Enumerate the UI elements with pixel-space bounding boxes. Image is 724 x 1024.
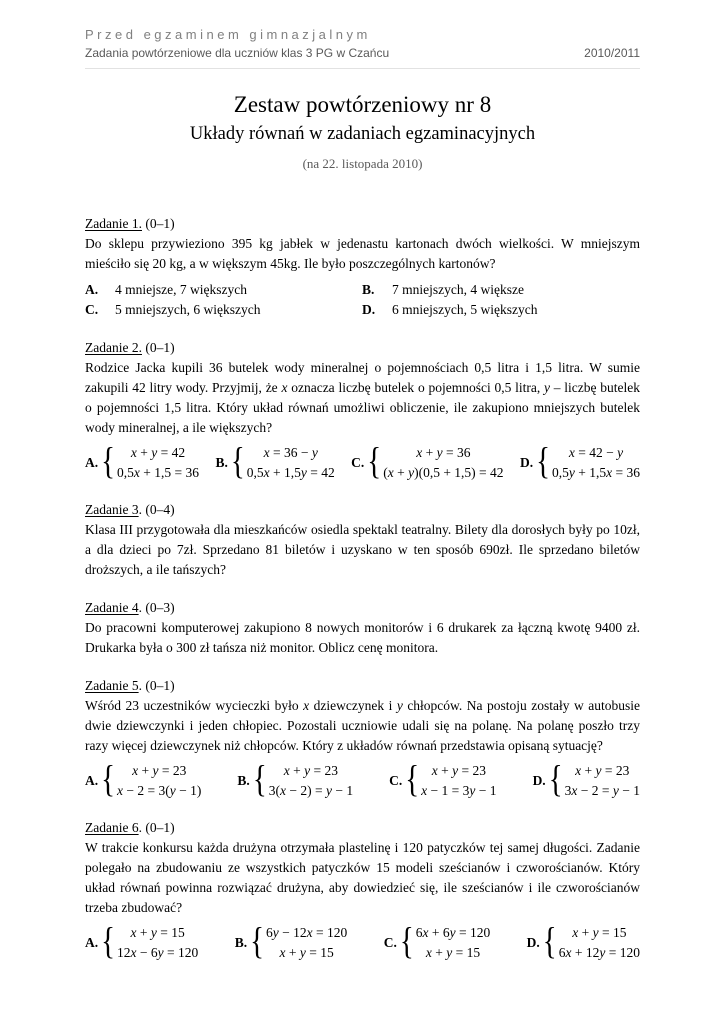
task-2-points: (0–1) bbox=[141, 340, 175, 355]
choice-key: D. bbox=[519, 454, 534, 470]
task-6 bbox=[85, 818, 640, 962]
choice-b bbox=[237, 758, 354, 801]
choice-c bbox=[389, 758, 497, 801]
task-4-label: Zadanie 4 bbox=[85, 600, 139, 615]
equation-line: 6y − 12x = 120 bbox=[266, 925, 348, 940]
brace-icon: { bbox=[542, 920, 557, 963]
equation-line: 0,5x + 1,5 = 36 bbox=[117, 464, 200, 480]
choice-text: 4 mniejsze, 7 większych bbox=[115, 282, 247, 297]
choice-key: A. bbox=[85, 282, 99, 297]
header-row bbox=[85, 45, 640, 61]
equation-line: 12x − 6y = 120 bbox=[117, 944, 199, 960]
task-6-body: W trakcie konkursu każda drużyna otrzymała plastelinę i 120 patyczków tej samej długości. Zadanie polegało na zbudowaniu ze wszystkich patyczków 15 modeli sześcianów i czworościanów. Który układ równań powinna rozwiązać drużyna, aby dowiedzieć się, ile sześcianów i ile czworościanów trzeba zbudować? bbox=[85, 840, 640, 915]
task-5 bbox=[85, 676, 640, 800]
task-5-heading bbox=[85, 676, 640, 696]
task-6-choices bbox=[85, 920, 640, 963]
choice-a bbox=[85, 758, 202, 801]
task-4-points: . (0–3) bbox=[138, 600, 175, 615]
brace-icon: { bbox=[405, 758, 420, 801]
brace-icon: { bbox=[367, 440, 382, 483]
task-2-choices bbox=[85, 440, 640, 483]
task-2-body: Rodzice Jacka kupili 36 butelek wody mineralnej o pojemnościach 0,5 litra i 1,5 litra. W sumie zakupili 42 litry wody. Przyjmij, że x oznacza liczbę butelek o pojemności 0,5 litra, y – liczbę butelek o pojemności 1,5 litra. Który układ równań umożliwi obliczenie, ile zakupiono mniejszych butelek wody mineralnej, a ile większych? bbox=[85, 360, 641, 435]
choice-b bbox=[215, 440, 335, 483]
task-2-heading bbox=[85, 338, 640, 358]
choice-d bbox=[519, 440, 640, 483]
equation-line: 0,5x + 1,5y = 42 bbox=[246, 464, 335, 480]
equation-line: x = 36 − y bbox=[263, 445, 318, 460]
choice-text: 6 mniejszych, 5 większych bbox=[392, 302, 538, 317]
choice-key: A. bbox=[85, 772, 99, 788]
choice-key: C. bbox=[85, 302, 99, 317]
equation-line: x + y = 15 bbox=[572, 925, 627, 940]
brace-icon: { bbox=[399, 920, 414, 963]
header-school-year: 2010/2011 bbox=[584, 46, 640, 60]
title-block bbox=[85, 91, 640, 172]
task-4-body: Do pracowni komputerowej zakupiono 8 nowych monitorów i 6 drukarek za łączną kwotę 9400 zł. Drukarka była o 300 zł tańsza niż monitor. Oblicz cenę monitora. bbox=[85, 620, 640, 655]
task-1-choices bbox=[85, 280, 640, 320]
equation-line: x − 2 = 3(y − 1) bbox=[117, 782, 202, 798]
equation-line: 6x + 6y = 120 bbox=[415, 925, 491, 940]
choice-c bbox=[351, 440, 504, 483]
task-3-points: . (0–4) bbox=[138, 502, 175, 517]
header-kicker: Przed egzaminem gimnazjalnym bbox=[85, 27, 371, 42]
page-header bbox=[85, 26, 640, 69]
choice-key: B. bbox=[234, 934, 248, 950]
task-6-heading bbox=[85, 818, 640, 838]
task-3-body: Klasa III przygotowała dla mieszkańców osiedla spektakl teatralny. Bilety dla dorosłych były po 10zł, a dla dzieci po 7zł. Sprzedano 81 biletów i uzyskano w ten sposób 690zł. Ile sprzedano biletów droższych, a ile tańszych? bbox=[85, 522, 640, 577]
choice-key: C. bbox=[351, 454, 365, 470]
task-3-heading bbox=[85, 500, 640, 520]
brace-icon: { bbox=[101, 920, 116, 963]
task-3 bbox=[85, 500, 640, 580]
choice-text: 5 mniejszych, 6 większych bbox=[115, 302, 261, 317]
choice-key: D. bbox=[532, 772, 546, 788]
task-4 bbox=[85, 598, 640, 658]
tasks-list bbox=[85, 214, 640, 962]
equation-line: x + y = 15 bbox=[130, 925, 185, 940]
task-2 bbox=[85, 338, 640, 482]
brace-icon: { bbox=[548, 758, 563, 801]
choice-a bbox=[85, 280, 362, 300]
doc-date: (na 22. listopada 2010) bbox=[302, 156, 423, 171]
task-3-label: Zadanie 3 bbox=[85, 502, 139, 517]
brace-icon: { bbox=[250, 920, 265, 963]
task-4-heading bbox=[85, 598, 640, 618]
task-5-choices bbox=[85, 758, 640, 801]
equation-line: x = 42 − y bbox=[568, 445, 624, 460]
task-1-heading bbox=[85, 214, 640, 234]
choice-key: D. bbox=[526, 934, 540, 950]
header-subtitle: Zadania powtórzeniowe dla uczniów klas 3 PG w Czańcu bbox=[85, 46, 390, 60]
doc-subtitle: Układy równań w zadaniach egzaminacyjnych bbox=[189, 124, 536, 144]
choice-key: B. bbox=[215, 454, 228, 470]
task-1 bbox=[85, 214, 640, 320]
equation-line: x + y = 15 bbox=[425, 944, 481, 960]
task-1-points: (0–1) bbox=[141, 216, 175, 231]
choice-key: A. bbox=[85, 934, 99, 950]
equation-line: x + y = 23 bbox=[132, 763, 187, 778]
equation-line: x + y = 15 bbox=[279, 944, 334, 960]
choice-b bbox=[234, 920, 348, 963]
equation-line: 0,5y + 1,5x = 36 bbox=[552, 464, 640, 480]
task-2-label: Zadanie 2. bbox=[85, 340, 142, 355]
task-5-points: . (0–1) bbox=[138, 678, 175, 693]
task-1-label: Zadanie 1. bbox=[85, 216, 142, 231]
choice-key: A. bbox=[85, 454, 99, 470]
task-6-points: . (0–1) bbox=[138, 820, 175, 835]
task-5-label: Zadanie 5 bbox=[85, 678, 139, 693]
choice-key: B. bbox=[237, 772, 250, 788]
brace-icon: { bbox=[101, 758, 116, 801]
choice-a bbox=[85, 440, 200, 483]
choice-text: 7 mniejszych, 4 większe bbox=[392, 282, 524, 297]
brace-icon: { bbox=[536, 440, 550, 483]
choice-key: B. bbox=[362, 282, 375, 297]
task-5-body: Wśród 23 uczestników wycieczki było x dziewczynek i y chłopców. Na postoju zostały w autobusie dwie dziewczynki i jeden chłopiec. Pozostali uczniowie udali się na polanę. Na polanę poszło trzy razy więcej dziewczynek niż chłopców. Który z układów równań przedstawia opisaną sytuację? bbox=[85, 698, 640, 753]
choice-c bbox=[85, 300, 362, 320]
brace-icon: { bbox=[252, 758, 267, 801]
choice-c bbox=[383, 920, 491, 963]
task-6-label: Zadanie 6 bbox=[85, 820, 139, 835]
choice-a bbox=[85, 920, 199, 963]
equation-line: 3(x − 2) = y − 1 bbox=[268, 782, 354, 798]
choice-d bbox=[362, 300, 640, 320]
doc-title: Zestaw powtórzeniowy nr 8 bbox=[233, 92, 492, 117]
task-1-body: Do sklepu przywieziono 395 kg jabłek w jedenastu kartonach dwóch wielkości. W mniejszym mieściło się 20 kg, a w większym 45kg. Ile było poszczególnych kartonów? bbox=[85, 236, 640, 271]
choice-key: D. bbox=[362, 302, 376, 317]
equation-line: x + y = 23 bbox=[575, 763, 630, 778]
brace-icon: { bbox=[230, 440, 245, 483]
equation-line: x + y = 42 bbox=[130, 445, 186, 460]
choice-key: C. bbox=[389, 772, 403, 788]
equation-line: 3x − 2 = y − 1 bbox=[564, 782, 640, 798]
brace-icon: { bbox=[101, 440, 116, 483]
equation-line: 6x + 12y = 120 bbox=[558, 944, 640, 960]
equation-line: (x + y)(0,5 + 1,5) = 42 bbox=[383, 464, 504, 480]
equation-line: x − 1 = 3y − 1 bbox=[421, 782, 497, 798]
choice-b bbox=[362, 280, 640, 300]
equation-line: x + y = 36 bbox=[416, 445, 471, 460]
equation-line: x + y = 23 bbox=[283, 763, 339, 778]
choice-key: C. bbox=[383, 934, 397, 950]
choice-d bbox=[532, 758, 640, 801]
equation-line: x + y = 23 bbox=[431, 763, 486, 778]
choice-d bbox=[526, 920, 640, 963]
